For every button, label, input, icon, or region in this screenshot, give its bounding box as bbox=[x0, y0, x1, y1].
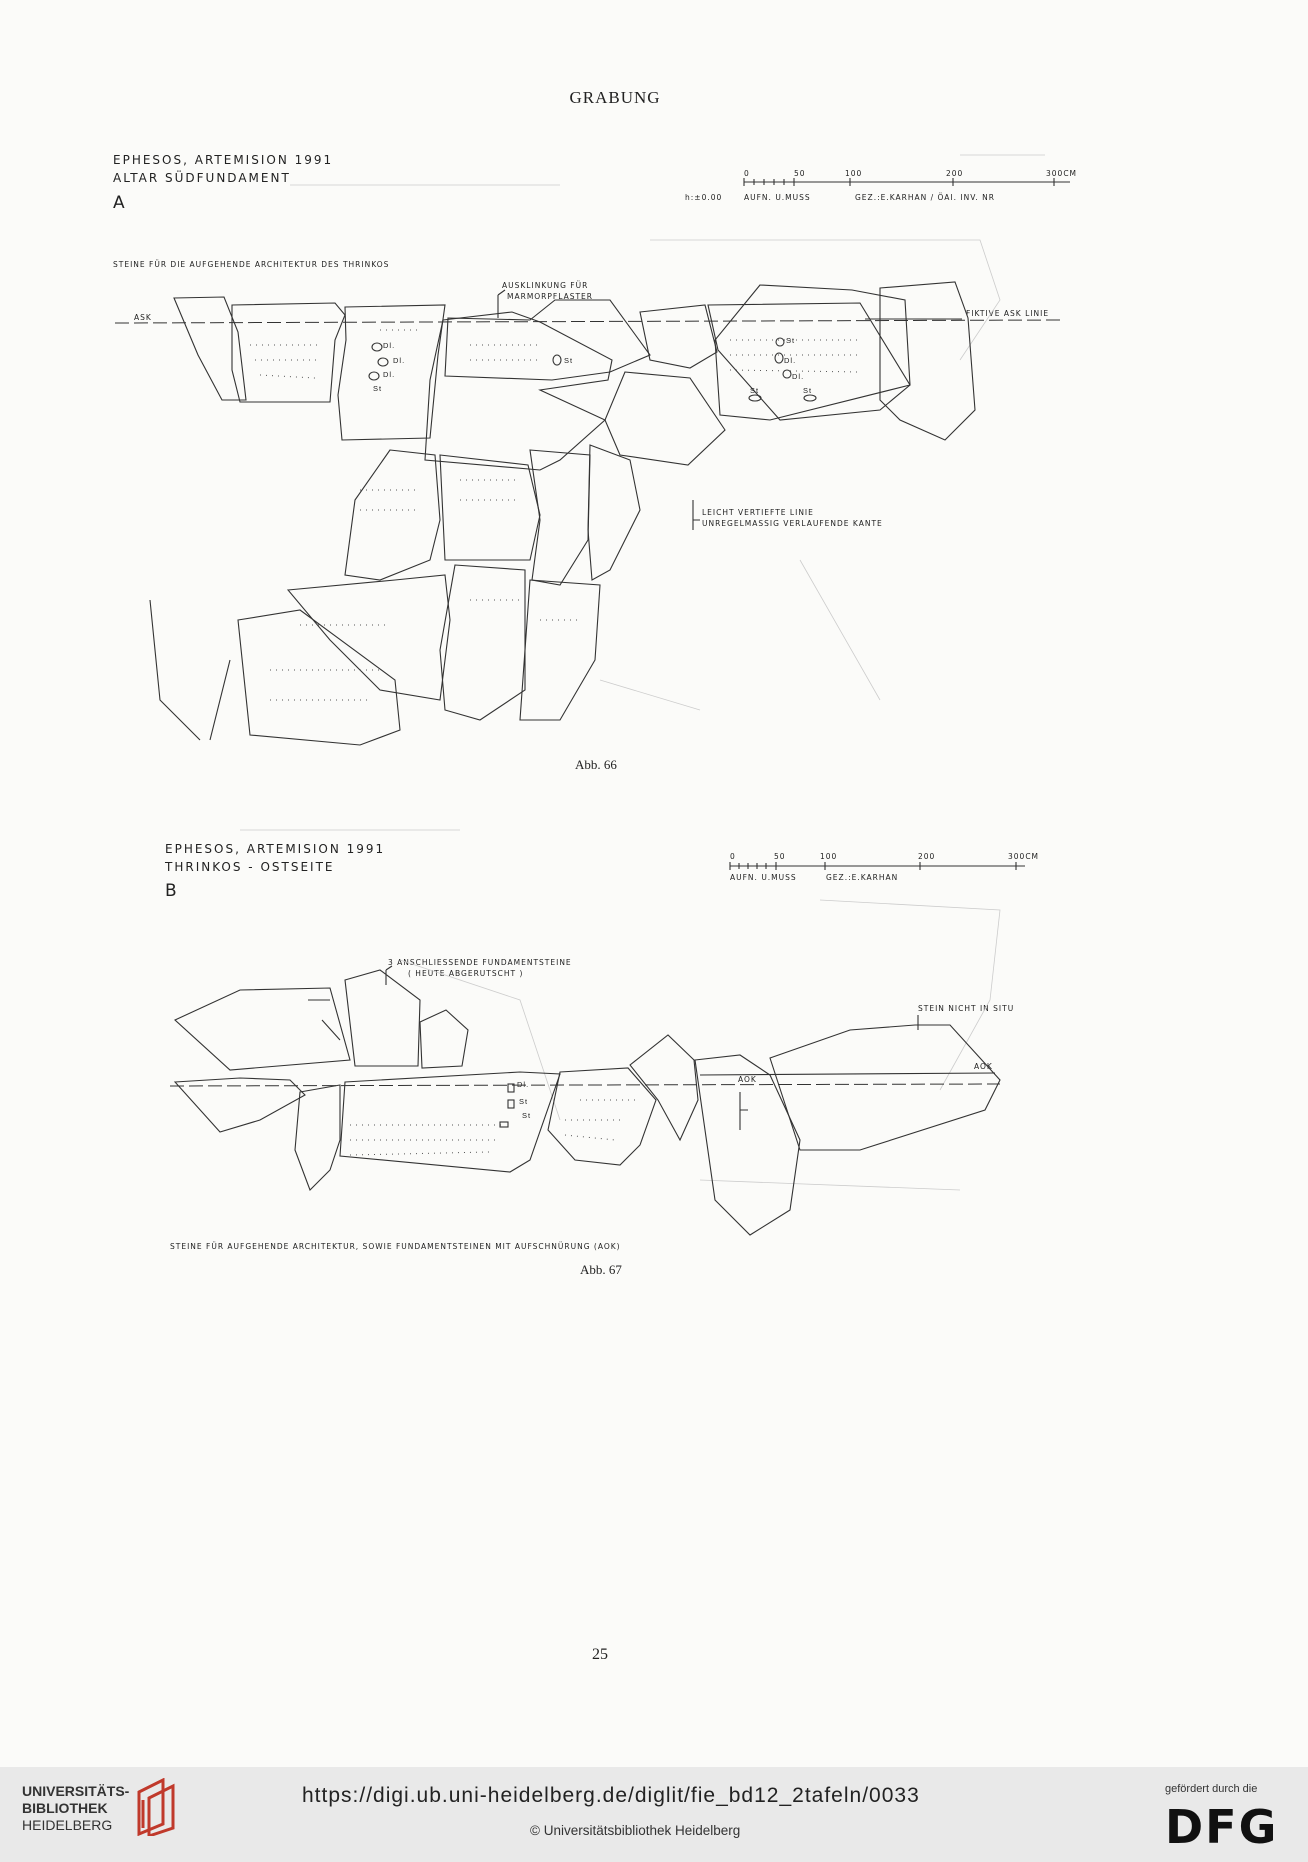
figure-a-level: h:±0.00 bbox=[685, 193, 723, 202]
figure-b-label-aok: AOK bbox=[738, 1075, 757, 1084]
figure-b-mark: St bbox=[522, 1111, 532, 1120]
figure-a-legend-1: LEICHT VERTIEFTE LINIE bbox=[702, 508, 814, 517]
library-name-line3: HEIDELBERG bbox=[22, 1817, 113, 1833]
figure-b-bottom-note: STEINE FÜR AUFGEHENDE ARCHITEKTUR, SOWIE FUNDAMENTSTEINEN MIT AUFSCHNÜRUNG (AOK) bbox=[170, 1242, 621, 1251]
figure-a-mark: Dl. bbox=[784, 356, 797, 365]
figure-b-credit-gez: GEZ.:E.KARHAN bbox=[826, 873, 899, 882]
figure-b-scale-bar bbox=[730, 862, 1025, 870]
figure-a-letter: A bbox=[113, 193, 127, 213]
page-header-title: GRABUNG bbox=[569, 88, 661, 107]
figure-a-label-ask: ASK bbox=[134, 313, 152, 322]
figure-a-scale-tick-100: 100 bbox=[845, 169, 863, 178]
figure-a-scale-tick-300: 300CM bbox=[1046, 169, 1078, 178]
figure-b-note-stein: STEIN NICHT IN SITU bbox=[918, 1004, 1015, 1013]
figure-b-note-fund-2: ( HEUTE ABGERUTSCHT ) bbox=[408, 969, 524, 978]
figure-b-scale-tick-50: 50 bbox=[774, 852, 786, 861]
library-logo bbox=[22, 1783, 129, 1834]
library-emblem-icon bbox=[133, 1778, 181, 1836]
figure-a-scale-tick-200: 200 bbox=[946, 169, 964, 178]
figure-a-mark: Dl. bbox=[792, 372, 805, 381]
figure-b-title-line2: THRINKOS - OSTSEITE bbox=[165, 860, 335, 874]
figure-a-mark: St bbox=[750, 386, 760, 395]
copyright-text: © Universitätsbibliothek Heidelberg bbox=[530, 1823, 741, 1838]
figure-a-title-line2: ALTAR SÜDFUNDAMENT bbox=[113, 171, 291, 185]
figure-a-mark: Dl. bbox=[383, 370, 396, 379]
figure-a-legend-2: UNREGELMASSIG VERLAUFENDE KANTE bbox=[702, 519, 883, 528]
figure-b-letter: B bbox=[165, 881, 179, 901]
figure-b-title-line1: EPHESOS, ARTEMISION 1991 bbox=[165, 842, 386, 856]
figure-b-scale-tick-200: 200 bbox=[918, 852, 936, 861]
figure-a-mark: St bbox=[786, 336, 796, 345]
dfg-logo: DFG bbox=[1165, 1800, 1279, 1854]
library-name-line1: UNIVERSITÄTS- bbox=[22, 1783, 130, 1799]
figure-a-mark: St bbox=[803, 386, 813, 395]
figure-a-mark: St bbox=[373, 384, 383, 393]
figure-a-scale-tick-0: 0 bbox=[744, 169, 750, 178]
figure-b-scale-tick-300: 300CM bbox=[1008, 852, 1040, 861]
figure-b-mark: St bbox=[519, 1097, 529, 1106]
figure-a-credit-aufn: AUFN. U.MUSS bbox=[744, 193, 811, 202]
figure-a-note-ausklinkung-1: AUSKLINKUNG FÜR bbox=[502, 281, 589, 290]
figure-b-scale-tick-100: 100 bbox=[820, 852, 838, 861]
figure-b-note-fund-1: 3 ANSCHLIESSENDE FUNDAMENTSTEINE bbox=[388, 958, 572, 967]
figure-a-mark: Dl. bbox=[383, 341, 396, 350]
bleed-through-shadow bbox=[240, 155, 1045, 1190]
figure-a-note-steine: STEINE FÜR DIE AUFGEHENDE ARCHITEKTUR DES THRINKOS bbox=[113, 260, 390, 269]
figure-a-label-fiktive: FIKTIVE ASK LINIE bbox=[966, 309, 1050, 318]
library-name-line2: BIBLIOTHEK bbox=[22, 1800, 108, 1816]
figure-b-label-aok: AOK bbox=[974, 1062, 993, 1071]
source-url-link[interactable]: https://digi.ub.uni-heidelberg.de/diglit/fie_bd12_2tafeln/0033 bbox=[302, 1784, 920, 1807]
figure-b-credit-aufn: AUFN. U.MUSS bbox=[730, 873, 797, 882]
figure-a-caption: Abb. 66 bbox=[575, 757, 617, 772]
figure-b-stones bbox=[170, 966, 1000, 1235]
figure-a-mark: St bbox=[564, 356, 574, 365]
figure-a-scale-tick-50: 50 bbox=[794, 169, 806, 178]
figure-a-scale-bar bbox=[744, 178, 1070, 186]
figure-a-stones bbox=[115, 282, 1062, 745]
figure-a-mark: Dl. bbox=[393, 356, 406, 365]
page-number: 25 bbox=[592, 1646, 608, 1663]
figure-a-credit-gez: GEZ.:E.KARHAN / ÖAI. INV. NR bbox=[855, 193, 995, 202]
funding-text: gefördert durch die bbox=[1165, 1783, 1258, 1795]
figure-b-caption: Abb. 67 bbox=[580, 1262, 622, 1277]
footer-bar bbox=[0, 1767, 1308, 1862]
figure-a-title-line1: EPHESOS, ARTEMISION 1991 bbox=[113, 153, 334, 167]
figure-b-mark: Dl. bbox=[517, 1080, 530, 1089]
figure-a-note-ausklinkung-2: MARMORPFLASTER bbox=[507, 292, 594, 301]
figure-b-scale-tick-0: 0 bbox=[730, 852, 736, 861]
